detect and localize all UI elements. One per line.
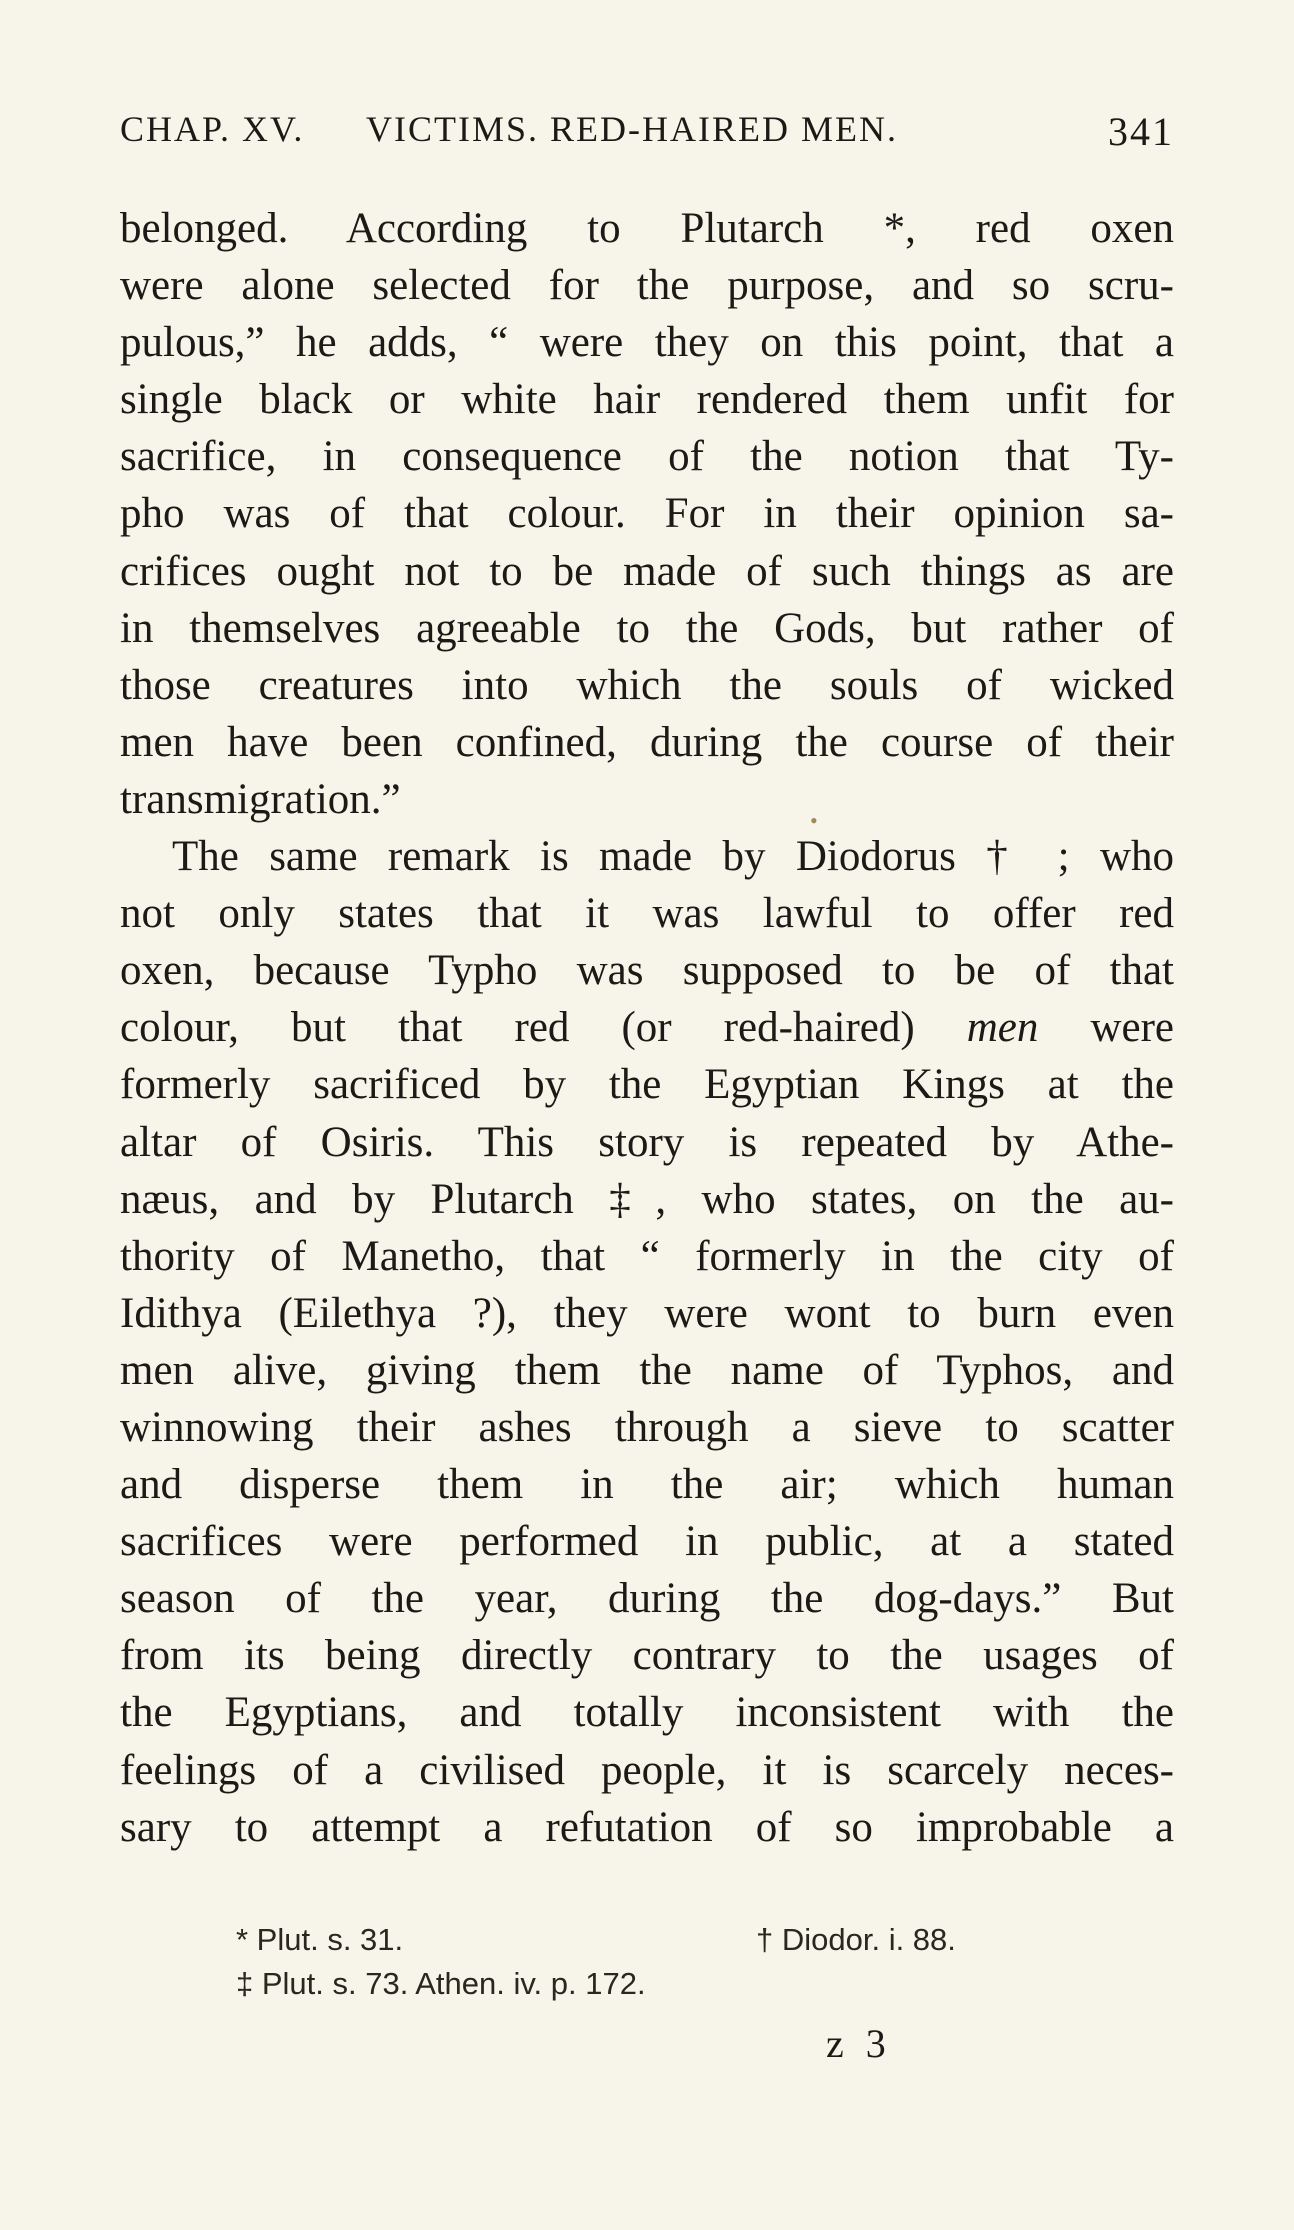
text-line: pho was of that colour. For in their opinion sa- <box>120 490 1174 538</box>
text-line: Idithya (Eilethya ?), they were wont to burn even <box>120 1289 1174 1337</box>
footnotes <box>236 1918 1136 2006</box>
text-line: season of the year, during the dog-days.” But <box>120 1575 1174 1623</box>
text-line: the Egyptians, and totally inconsistent with the <box>120 1689 1174 1737</box>
text-line: from its being directly contrary to the usages of <box>120 1632 1174 1680</box>
page-number: 341 <box>1108 109 1174 154</box>
text-line: belonged. According to Plutarch *, red oxen <box>120 205 1174 252</box>
text-line: transmigration.” <box>120 775 401 823</box>
text-line-italic-word <box>120 999 1174 1056</box>
margin-ink-mark: • <box>810 808 818 833</box>
footnote-row <box>236 1962 1136 2006</box>
text-line: pulous,” he adds, “ were they on this point, that a <box>120 319 1174 367</box>
chapter-label: CHAP. XV. <box>120 109 305 149</box>
footnote-diodorus: † Diodor. i. 88. <box>756 1922 956 1957</box>
text-line: were alone selected for the purpose, and so scru- <box>120 262 1174 310</box>
text-line: those creatures into which the souls of wicked <box>120 661 1174 709</box>
text-line: sacrifice, in consequence of the notion that Ty- <box>120 433 1174 481</box>
text-line: oxen, because Typho was supposed to be of that <box>120 947 1174 995</box>
text-line: and disperse them in the air; which human <box>120 1461 1174 1509</box>
footnote-row <box>236 1918 1136 1962</box>
text-segment: were <box>1038 1004 1174 1052</box>
text-line: men alive, giving them the name of Typhos, and <box>120 1346 1174 1394</box>
text-line: formerly sacrificed by the Egyptian Kings at the <box>120 1061 1174 1109</box>
footnote-plutarch-athenaeus: ‡ Plut. s. 73. Athen. iv. p. 172. <box>236 1966 646 2001</box>
text-line: not only states that it was lawful to offer red <box>120 890 1174 938</box>
text-line: sacrifices were performed in public, at a stated <box>120 1518 1174 1566</box>
body-text <box>120 200 1174 1856</box>
text-line: men have been confined, during the course of their <box>120 718 1174 766</box>
signature-mark: z 3 <box>826 2021 892 2066</box>
text-line: altar of Osiris. This story is repeated by Athe- <box>120 1118 1174 1166</box>
text-line: thority of Manetho, that “ formerly in the city of <box>120 1232 1174 1280</box>
italic-word: men <box>966 1004 1039 1052</box>
running-head <box>120 108 1174 158</box>
running-title: VICTIMS. RED-HAIRED MEN. <box>366 109 898 149</box>
text-line: sary to attempt a refutation of so improbable a <box>120 1803 1174 1851</box>
text-line: feelings of a civilised people, it is scarcely neces- <box>120 1746 1174 1794</box>
footnote-plutarch: * Plut. s. 31. <box>236 1922 404 1957</box>
text-segment: colour, but that red (or red-haired) <box>120 1004 967 1052</box>
text-line: single black or white hair rendered them unfit for <box>120 376 1174 424</box>
text-line: winnowing their ashes through a sieve to scatter <box>120 1403 1174 1451</box>
text-line: næus, and by Plutarch ‡, who states, on the au- <box>120 1175 1174 1223</box>
text-line: crifices ought not to be made of such things as are <box>120 547 1174 595</box>
paragraph-start-line: The same remark is made by Diodorus † ; who <box>172 833 1174 881</box>
text-line: in themselves agreeable to the Gods, but rather of <box>120 604 1174 652</box>
